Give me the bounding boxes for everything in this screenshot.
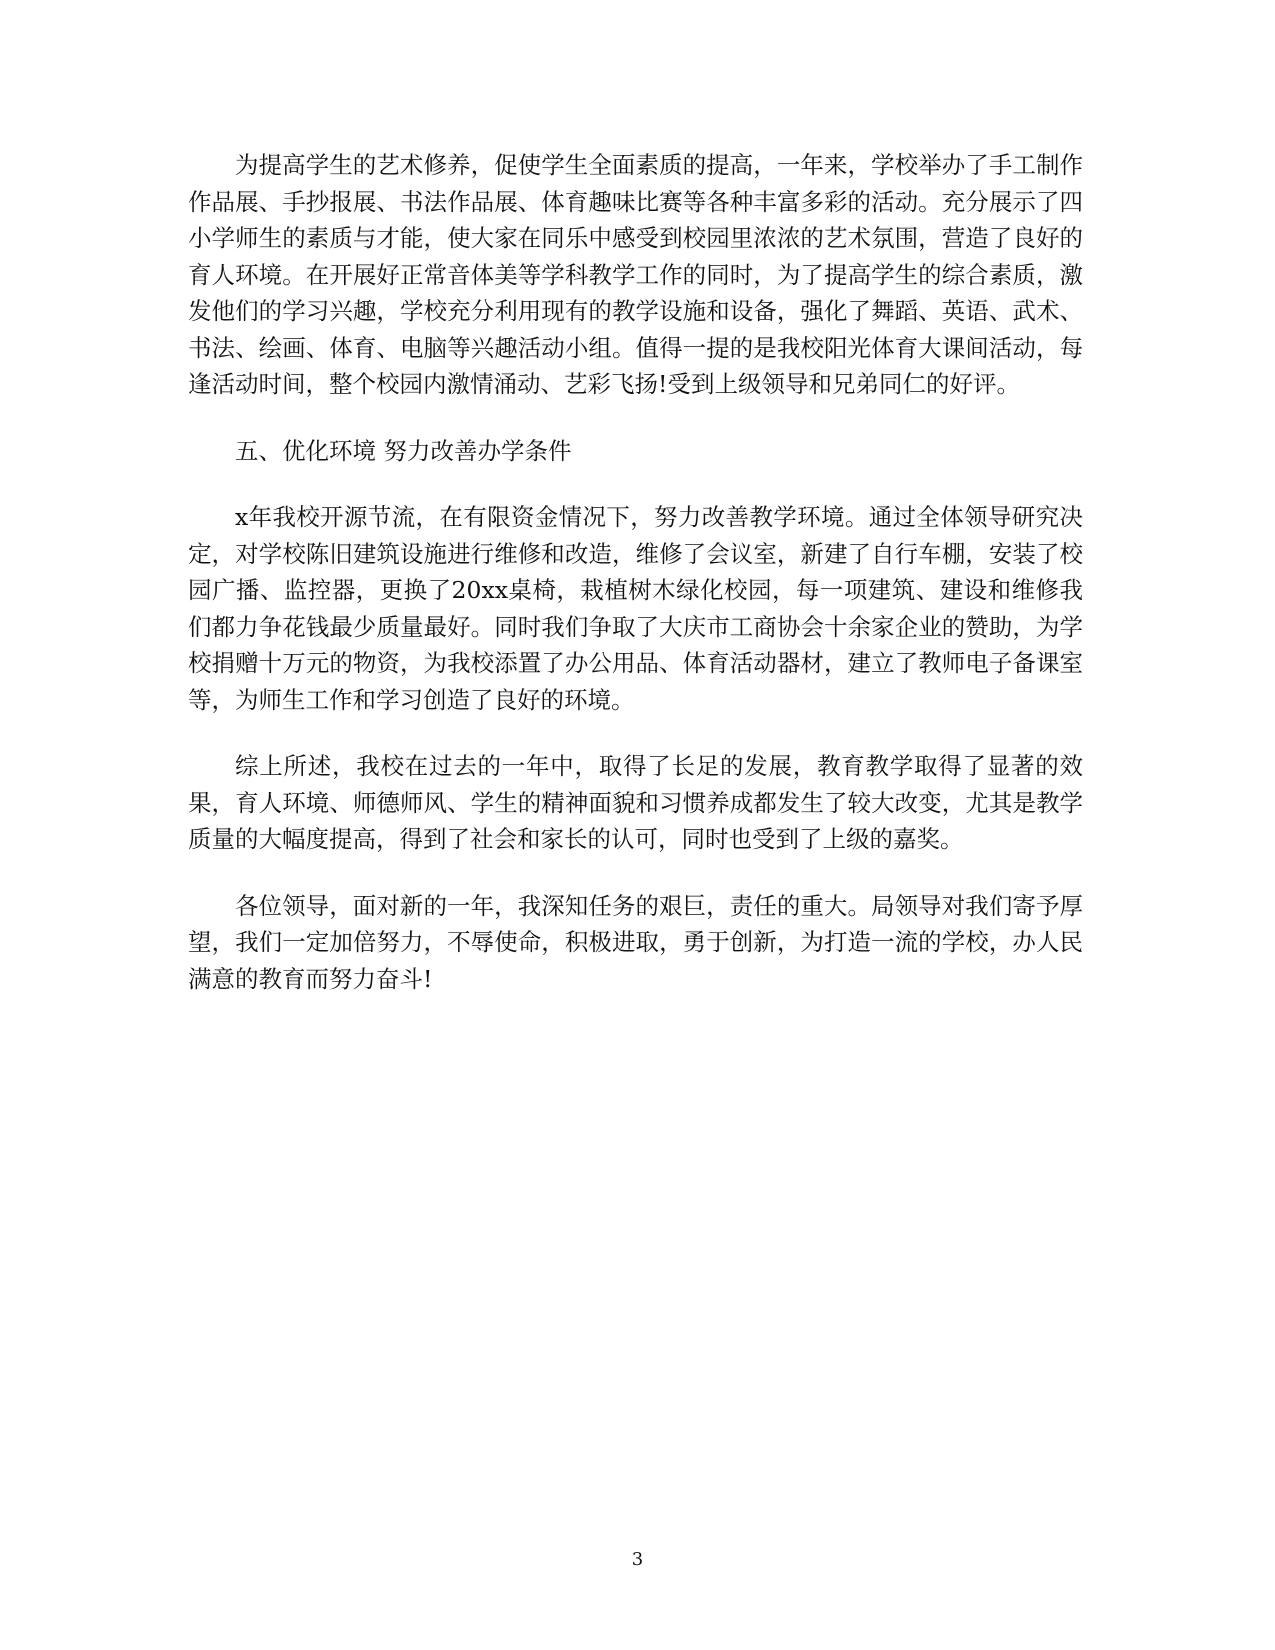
paragraph-arts-activities: 为提高学生的艺术修养，促使学生全面素质的提高，一年来，学校举办了手工制作作品展、手抄报展、书法作品展、体育趣味比赛等各种丰富多彩的活动。充分展示了四小学师生的素质与才能，使大家在同乐中感受到校园里浓浓的艺术氛围，营造了良好的育人环境。在开展好正常音体美等学科教学工作的同时，为了提高学生的综合素质，激发他们的学习兴趣，学校充分利用现有的教学设施和设备，强化了舞蹈、英语、武术、书法、绘画、体育、电脑等兴趣活动小组。值得一提的是我校阳光体育大课间活动，每逢活动时间，整个校园内激情涌动、艺彩飞扬!受到上级领导和兄弟同仁的好评。 xyxy=(188,151,1083,398)
paragraph-facility-improvements: x年我校开源节流，在有限资金情况下，努力改善教学环境。通过全体领导研究决定，对学校陈旧建筑设施进行维修和改造，维修了会议室，新建了自行车棚，安装了校园广播、监控器，更换了20xx桌椅，栽植树木绿化校园，每一项建筑、建设和维修我们都力争花钱最少质量最好。同时我们争取了大庆市工商协会十余家企业的赞助，为学校捐赠十万元的物资，为我校添置了办公用品、体育活动器材，建立了教师电子备课室等，为师生工作和学习创造了良好的环境。 xyxy=(188,503,1083,714)
section-heading-environment: 五、优化环境 努力改善办学条件 xyxy=(235,436,572,465)
document-body xyxy=(188,147,1083,1027)
paragraph-summary: 综上所述，我校在过去的一年中，取得了长足的发展，教育教学取得了显著的效果，育人环境、师德师风、学生的精神面貌和习惯养成都发生了较大改变，尤其是教学质量的大幅度提高，得到了社会和家长的认可，同时也受到了上级的嘉奖。 xyxy=(188,752,1083,853)
paragraph-closing: 各位领导，面对新的一年，我深知任务的艰巨，责任的重大。局领导对我们寄予厚望，我们一定加倍努力，不辱使命，积极进取，勇于创新，为打造一流的学校，办人民满意的教育而努力奋斗! xyxy=(188,891,1083,993)
page-number: 3 xyxy=(631,1549,644,1570)
